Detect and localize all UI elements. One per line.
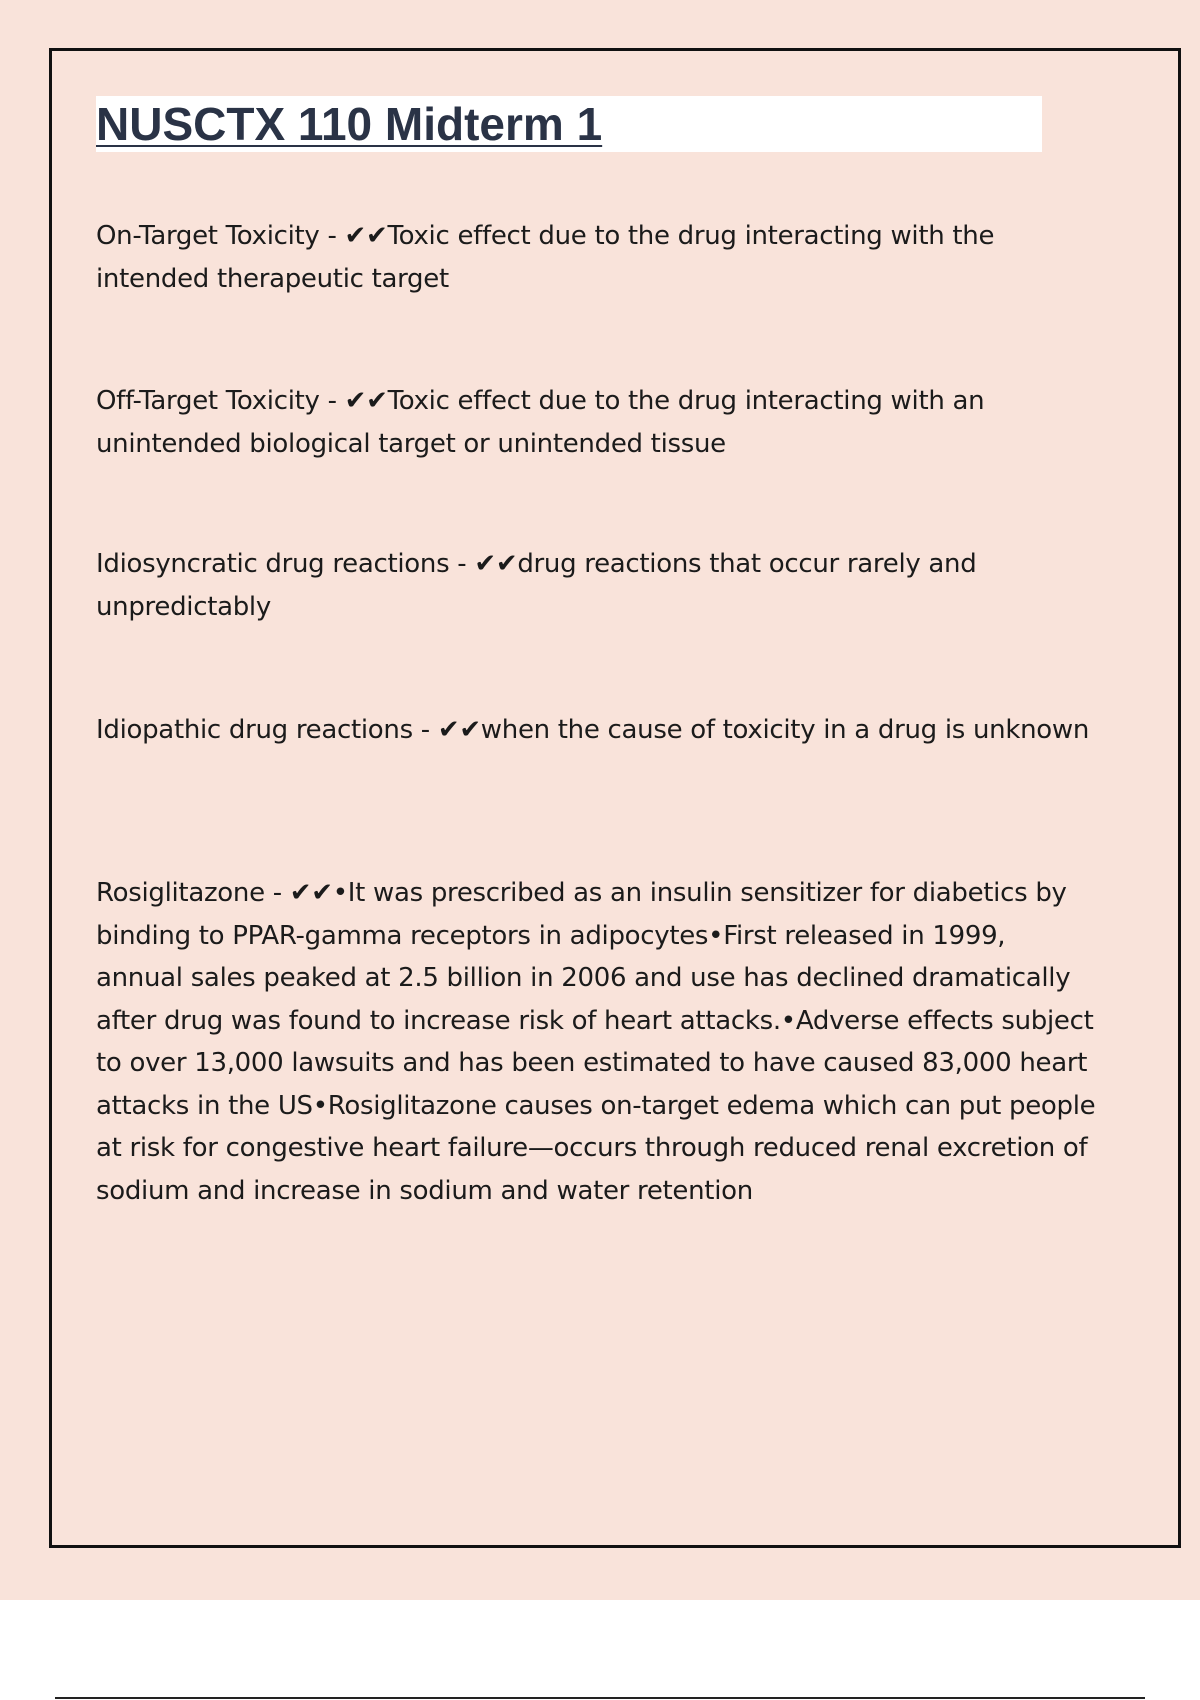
footer-divider <box>55 1697 1145 1699</box>
entry-on-target-toxicity: On-Target Toxicity - ✔✔Toxic effect due to the drug interacting with the intended therapeutic target <box>96 221 995 294</box>
document-title: NUSCTX 110 Midterm 1 <box>96 98 603 150</box>
entry-off-target-toxicity: Off-Target Toxicity - ✔✔Toxic effect due to the drug interacting with an unintended biological target or unintended tissue <box>96 386 985 459</box>
entry-rosiglitazone: Rosiglitazone - ✔✔•It was prescribed as an insulin sensitizer for diabetics by binding to PPAR-gamma receptors in adipocytes•First released in 1999, annual sales peaked at 2.5 billion in 2006 and use has declined dramatically after drug was found to increase risk of heart attacks.•Adverse effects subject to over 13,000 lawsuits and has been estimated to have caused 83,000 heart attacks in the US•Rosiglitazone causes on-target edema which can put people at risk for congestive heart failure—occurs through reduced renal excretion of sodium and increase in sodium and water retention <box>96 878 1096 1206</box>
title-bar <box>96 96 1042 152</box>
entry-idiopathic-drug-reactions: Idiopathic drug reactions - ✔✔when the cause of toxicity in a drug is unknown <box>96 715 1090 745</box>
entry-idiosyncratic-drug-reactions: Idiosyncratic drug reactions - ✔✔drug reactions that occur rarely and unpredictably <box>96 549 977 622</box>
